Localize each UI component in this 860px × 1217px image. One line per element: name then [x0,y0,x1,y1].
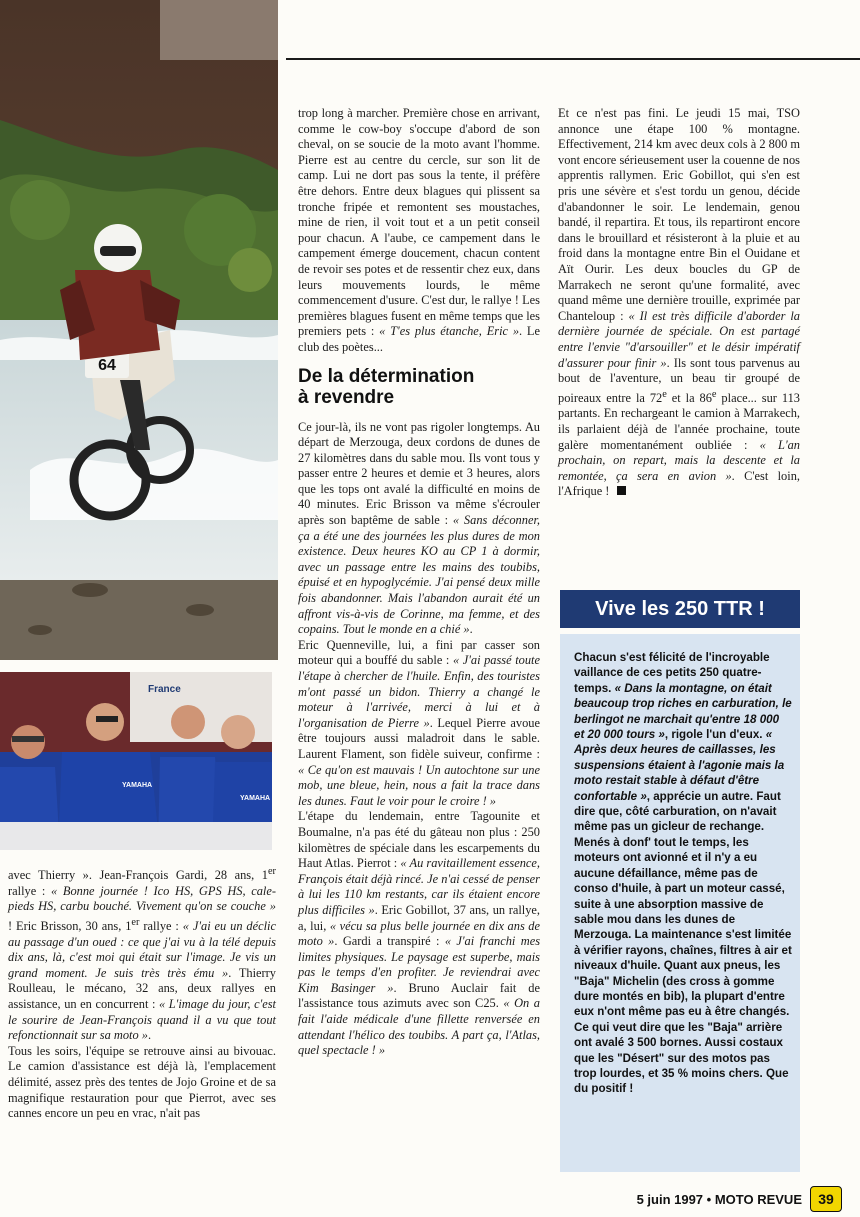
sidebar-title: Vive les 250 TTR ! [560,590,800,628]
paragraph: L'étape du lendemain, entre Tagounite et Boumalne, n'a pas été du gâteau non plus : 250 kilomètres de spéciale dans les escarpements du Haut Atlas. Pierrot : « Au ravitaillement essence, François était déjà rincé. Je n'ai cessé de penser à lui les 110 km restants, car ils étaient encore plus difficiles ». Eric Gobillot, 37 ans, un rallye, a, lui, « vécu sa plus belle journée en dix ans de moto ». Gardi a transpiré : « J'ai franchi mes limites physiques. Le paysage est superbe, mais pas le temps d'en profiter. Je reviendrai avec Kim Basinger ». Bruno Auclair fait de l'assistance tous azimuts avec son C25. « On a fait l'aide médicale d'une fillette renversée en attendant l'hélico des toubibs. A part ça, l'Atlas, quel spectacle ! » [298,809,541,1058]
page-footer [637,1186,842,1212]
section-subheading: De la détermination à revendre [298,365,475,408]
paragraph: Tous les soirs, l'équipe se retrouve ainsi au bivouac. Le camion d'assistance est déjà là, l'emplacement délimité, assez près des tentes de Jojo Groine et de sa magnifique restauration pour que Pierrot, avec ses cannes encore un peu en vrac, n'ait pas [8,1043,276,1121]
yamaha-shirt-logo: YAMAHA [240,795,271,802]
sidebar-text: Chacun s'est félicité de l'incroyable vaillance de ces petits 250 quatre-temps. « Dans la montagne, on était beaucoup trop riches en carburation, le berlingot ne marchait qu'entre 18 000 et 20 000 tours », rigole l'un d'eux. « Après deux heures de caillasses, les suspensions étaient à l'agonie mais la moto restait stable à défaut d'être confortable », apprécie un autre. Faut dire que, côté carburation, on n'avait même pas un gicleur de rechange. Menés à donf' tout le temps, les moteurs ont avionné et il n'y a eu aucune défaillance, même pas de conso d'huile, à part un moteur cassé, suite à une absorption massive de sable mou dans les dunes de Merzouga. La maintenance s'est limitée à vérifier rayons, chaînes, filtres à air et niveaux d'huile. Quant aux pneus, les "Baja" Michelin (des cross à gomme dure montés en bib), la plupart d'entre eux n'ont même pas eu à être changés. Ce qui veut dire que les "Baja" arrière ont avalé 3 500 bornes. Aussi costaux que les "Désert" sur des motos pas trop lourdes, et 35 % moins chers. Que du positif ! [574,651,792,1096]
paragraph: avec Thierry ». Jean-François Gardi, 28 ans, 1er rallye : « Bonne journée ! Ico HS, GPS HS, cale-pieds HS, carbu bouché. Vivement qu'on se couche » ! Eric Brisson, 30 ans, 1er rallye : « J'ai eu un déclic au passage d'un oued : ce que j'ai vu à la télé depuis dix ans, là, c'est moi qui était sur l'image. Je vis un grand moment. Je suis très très ému ». Thierry Roulleau, le mécano, 32 ans, deux rallyes en assistance, un en concurrent : « L'image du jour, c'est le sourire de Jean-François quand il a vu que tout refonctionnait sur sa moto ». [8,866,277,1043]
rider-water-crossing-photo [0,0,278,660]
paragraph: Ce jour-là, ils ne vont pas rigoler longtemps. Au départ de Merzouga, deux cordons de dunes de 27 kilomètres dans du sable mou. Ils vont tous y passer entre 2 heures et demie et 3 heures, alors que les tops ont avalé la difficulté en moins de 40 minutes. Eric Brisson va même s'écrouler après son baptême de sable : « Sans déconner, ça a été une des journées les plus dures de mon existence. Deux heures KO au CP 1 à dormir, avec un passage entre les mains des toubibs, épuisé et en hypoglycémie. J'ai pensé deux mille fois abandonner. Mais l'abandon aurait été un affront vis-à-vis de Corinne, ma femme, et des copains. Tout le monde en a chié ». [298,419,540,637]
magazine-name: MOTO REVUE [714,1191,802,1207]
paragraph: Et ce n'est pas fini. Le jeudi 15 mai, TSO annonce une étape 100 % montagne. Effectivement, 214 km avec deux cols à 2 800 m vont encore sérieusement user la couenne de nos apprentis rallymen. Eric Gobillot, qui s'en est pris une sévère et s'est tordu un genou, décide d'abandonner le soir. Le lendemain, genou bandé, il repartira. Et tous, ils repartiront encore dans le brouillard et résisteront à la pluie et au froid dans la montagne entre Bin el Ouidane et Aït Ourir. Les deux boucles du GP de Marrakech ne seront qu'une formalité, avec quand même une dernière trouille, exprimée par Chanteloup : « Il est très difficile d'aborder la dernière journée de spéciale. On est partagé entre l'envie "d'arsouiller" et le désir impératif d'assurer pour finir ». Ils sont tous parvenus au bout de l'aventure, un beau tir groupé de poireaux entre la 72e et la 86e place... sur 113 partants. En rechargeant le camion à Marrakech, ils parlaient déjà de l'année prochaine, toute galère momentanément oubliée : « L'an prochain, on repart, mais la descente et la remontée, ça sera en avion ». C'est loin, l'Afrique ! [558,106,801,499]
article-column-1 [8,864,276,1122]
race-bib-number: 64 [98,357,116,374]
issue-date: 5 juin 1997 [636,1191,704,1207]
yamaha-shirt-logo: YAMAHA [122,782,153,789]
article-column-3 [558,106,800,500]
team-group-photo [0,672,272,850]
banner-text: France [148,684,181,695]
paragraph: Eric Quenneville, lui, a fini par casser son moteur qui a bouffé du sable : « J'ai passé toute l'étape à chercher de l'huile. Enfin, des touristes m'ont passé un bidon. Thierry a changé le moteur à l'arrivée, merci à lui et à l'organisation de Pierre ». Lequel Pierre avoue être toujours aussi maladroit dans le sable. Laurent Flament, son fidèle suiveur, confirme : « Ce qu'on est mauvais ! Un autochtone sur une mob, une bleue, hein, nous a fait la trace dans les dunes. Faut le voir pour le croire ! » [298,637,540,808]
header-rule [286,58,860,60]
footer-separator: • [703,1191,715,1207]
article-column-2 [298,106,540,1059]
end-of-article-mark [617,486,626,495]
paragraph: trop long à marcher. Première chose en arrivant, comme le cow-boy s'occupe d'abord de son cheval, on se soucie de la moto avant l'homme. Pierre est au centre du cercle, sur son lit de camp. Lui ne dort pas sous la tente, il préfère être dehors. Entre deux blagues qui plissent sa tronche fripée et remontent ses moustaches, mine de rien, il voit tout et a un petit conseil pour chacun. A l'aube, ce campement dans le campement émerge doucement, chacun content de revoir ses potes et de ressentir chez eux, dans leurs mouvements lourds, le même commencement d'usure. C'est dur, le rallye ! Les premières blagues fusent en même temps que les premiers pets : « T'es plus étanche, Eric ». Le club des poètes... [298,106,540,354]
page-number: 39 [810,1186,842,1212]
